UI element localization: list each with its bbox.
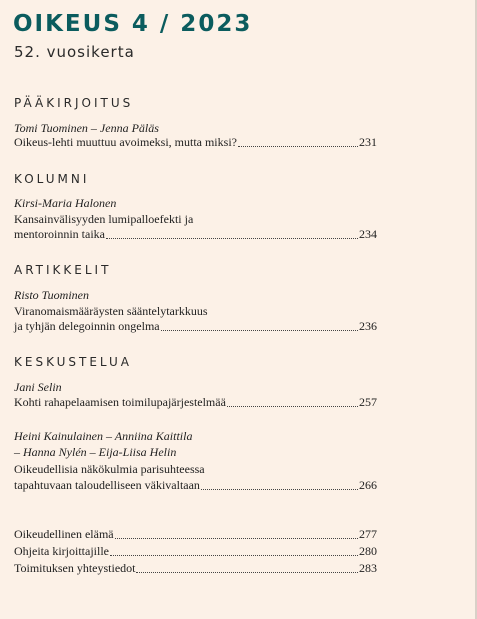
journal-title: OIKEUS 4 / 2023: [13, 11, 253, 37]
volume-subtitle: 52. vuosikerta: [14, 43, 135, 61]
section-heading-keskustelua: KESKUSTELUA: [14, 355, 133, 369]
dot-leader: [106, 237, 358, 239]
entry-authors: Tomi Tuominen – Jenna Päläs: [14, 121, 159, 135]
dot-leader: [115, 537, 358, 539]
page-number: 283: [359, 561, 377, 575]
entry-title-line: Oikeudellisia näkökulmia parisuhteessa: [14, 462, 205, 476]
entry-title-line: Viranomaismääräysten sääntelytarkkuus: [14, 304, 208, 318]
entry-title: Oikeus-lehti muuttuu avoimeksi, mutta miksi?: [14, 135, 237, 149]
toc-entry[interactable]: [14, 479, 377, 493]
entry-authors: Heini Kainulainen – Anniina Kaittila: [14, 429, 193, 443]
page-number: 280: [359, 544, 377, 558]
entry-authors: Risto Tuominen: [14, 288, 90, 302]
entry-title: mentoroinnin taika: [14, 227, 105, 241]
dot-leader: [110, 554, 358, 556]
page-number: 231: [359, 135, 377, 149]
entry-authors: Kirsi-Maria Halonen: [14, 196, 117, 210]
entry-title: Ohjeita kirjoittajille: [14, 544, 109, 558]
entry-title: Oikeudellinen elämä: [14, 527, 114, 541]
entry-title: Toimituksen yhteystiedot: [14, 561, 136, 575]
dot-leader: [201, 488, 358, 490]
toc-entry[interactable]: [14, 396, 377, 410]
section-heading-artikkelit: ARTIKKELIT: [14, 263, 112, 277]
dot-leader: [227, 405, 358, 407]
entry-title-line: Kansainvälisyyden lumipalloefekti ja: [14, 212, 194, 226]
entry-title: Kohti rahapelaamisen toimilupajärjestelmää: [14, 395, 226, 409]
dot-leader: [238, 145, 358, 147]
page-number: 266: [359, 478, 377, 492]
toc-entry[interactable]: [14, 528, 377, 542]
dot-leader: [136, 571, 358, 573]
toc-entry[interactable]: [14, 562, 377, 576]
toc-entry[interactable]: [14, 320, 377, 334]
dot-leader: [161, 329, 358, 331]
section-heading-kolumni: KOLUMNI: [14, 172, 90, 186]
page-number: 277: [359, 527, 377, 541]
entry-title: ja tyhjän delegoinnin ongelma: [14, 319, 160, 333]
page-number: 236: [359, 319, 377, 333]
page-number: 257: [359, 395, 377, 409]
section-heading-paakirjoitus: PÄÄKIRJOITUS: [14, 96, 134, 110]
entry-authors: – Hanna Nylén – Eija-Liisa Helin: [14, 445, 177, 459]
entry-title: tapahtuvaan taloudelliseen väkivaltaan: [14, 478, 200, 492]
toc-entry[interactable]: [14, 228, 377, 242]
toc-entry[interactable]: [14, 545, 377, 559]
page-number: 234: [359, 227, 377, 241]
toc-entry[interactable]: [14, 136, 377, 150]
entry-authors: Jani Selin: [14, 380, 62, 394]
